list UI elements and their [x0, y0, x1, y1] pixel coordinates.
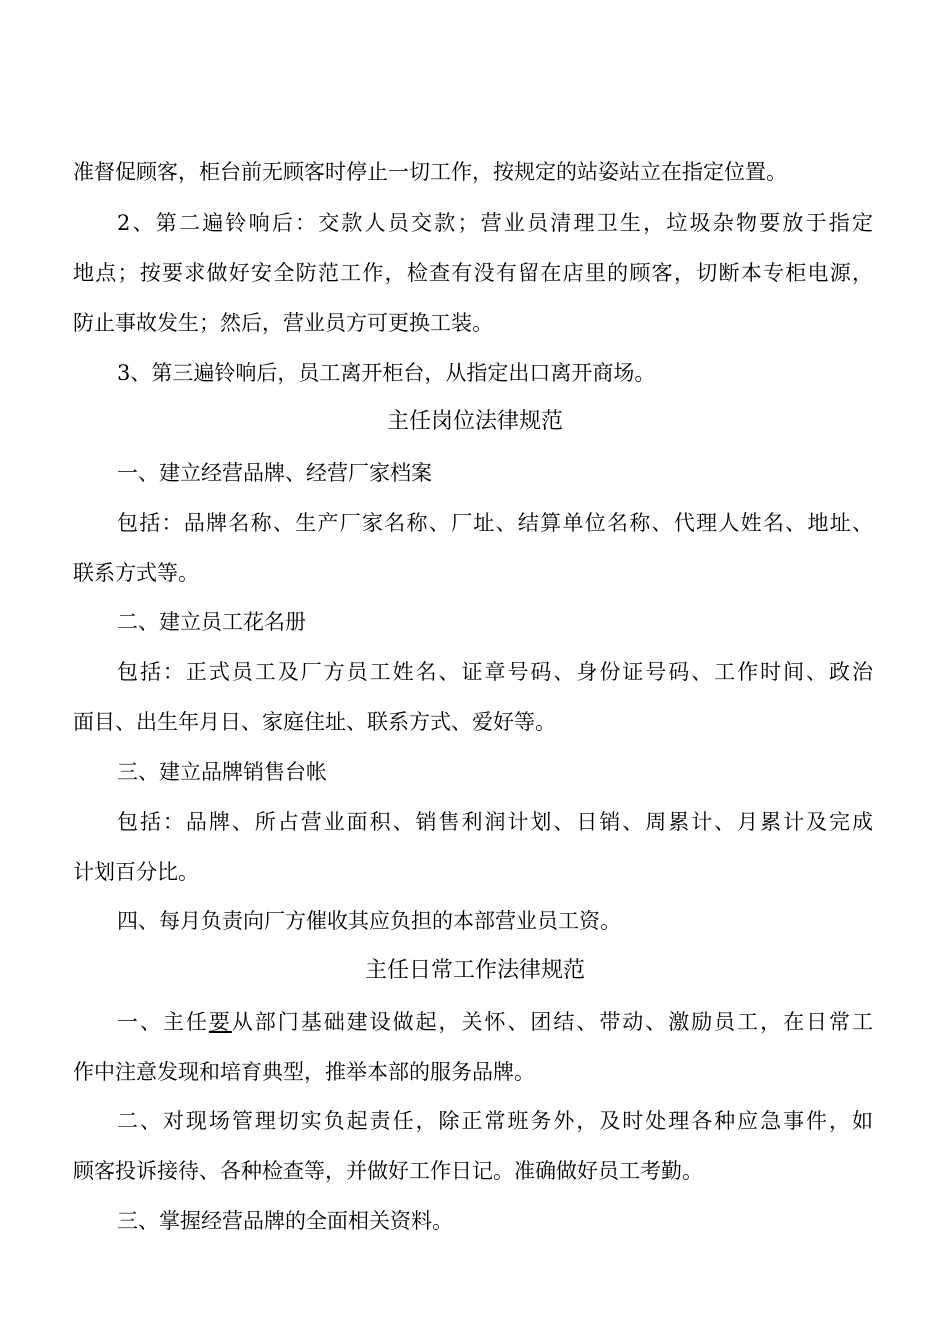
- text-run: 一、主任: [117, 1010, 209, 1034]
- section-heading: 主任岗位法律规范: [386, 409, 563, 434]
- paragraph-line: 顾客投诉接待、各种检查等，并做好工作日记。准确做好员工考勤。: [73, 1159, 703, 1183]
- paragraph-line: 二、建立员工花名册: [117, 610, 306, 634]
- text-run: 从部门基础建设做起，关怀、团结、带动、激励员工，在日常工: [231, 1010, 873, 1034]
- paragraph-line: 3、第三遍铃响后，员工离开柜台，从指定出口离开商场。: [117, 361, 656, 385]
- paragraph-line: [117, 1007, 873, 1037]
- paragraph-line: 二、对现场管理切实负起责任，除正常班务外，及时处理各种应急事件，如: [117, 1109, 873, 1133]
- section-heading: 主任日常工作法律规范: [364, 958, 585, 983]
- paragraph-line: 四、每月负责向厂方催收其应负担的本部营业员工资。: [117, 909, 621, 933]
- paragraph-line: 包括：品牌、所占营业面积、销售利润计划、日销、周累计、月累计及完成: [117, 810, 873, 834]
- paragraph-line: 联系方式等。: [73, 561, 199, 585]
- paragraph-line: 地点；按要求做好安全防范工作，检查有没有留在店里的顾客，切断本专柜电源，: [73, 261, 873, 285]
- paragraph-line: 2、第二遍铃响后：交款人员交款；营业员清理卫生，垃圾杂物要放于指定: [117, 211, 873, 235]
- paragraph-line: 包括：正式员工及厂方员工姓名、证章号码、身份证号码、工作时间、政治: [117, 660, 873, 684]
- paragraph-line: 三、建立品牌销售台帐: [117, 760, 327, 784]
- paragraph-line: 面目、出生年月日、家庭住址、联系方式、爱好等。: [73, 710, 556, 734]
- paragraph-line: 作中注意发现和培育典型，推举本部的服务品牌。: [73, 1060, 535, 1084]
- paragraph-line: 防止事故发生；然后，营业员方可更换工装。: [73, 311, 493, 335]
- paragraph-line: 一、建立经营品牌、经营厂家档案: [117, 461, 432, 485]
- paragraph-line: 计划百分比。: [73, 860, 199, 884]
- paragraph-line: 包括：品牌名称、生产厂家名称、厂址、结算单位名称、代理人姓名、地址、: [117, 511, 873, 535]
- underlined-text: 要: [208, 1010, 232, 1034]
- paragraph-line: 三、掌握经营品牌的全面相关资料。: [117, 1209, 453, 1233]
- paragraph-line: 准督促顾客，柜台前无顾客时停止一切工作，按规定的站姿站立在指定位置。: [73, 160, 787, 184]
